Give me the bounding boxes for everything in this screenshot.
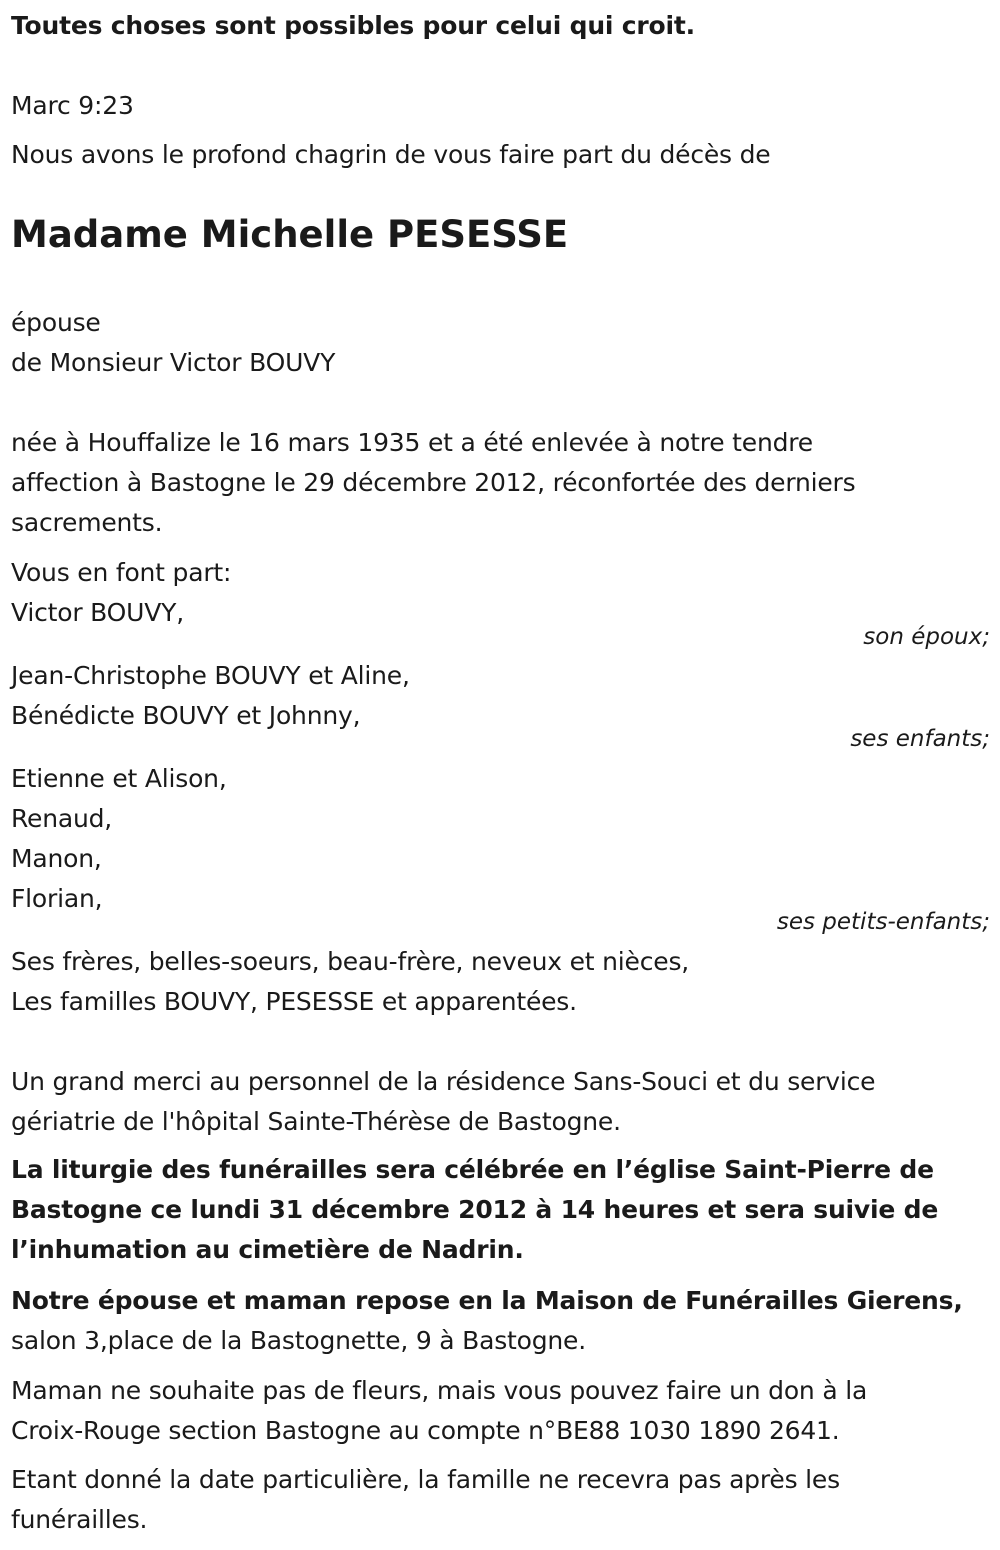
announcer-name: Florian, (11, 884, 103, 913)
closing-line-2: funérailles. (11, 1505, 148, 1534)
verse-reference: Marc 9:23 (11, 91, 134, 120)
announcer-name: Bénédicte BOUVY et Johnny, (11, 701, 361, 730)
birth-death-line-1: née à Houffalize le 16 mars 1935 et a été enlevée à notre tendre (11, 428, 813, 457)
intro-text: Nous avons le profond chagrin de vous faire part du décès de (11, 140, 771, 169)
resting-line-1: Notre épouse et maman repose en la Maison de Funérailles Gierens, (11, 1286, 963, 1315)
announcer-name: Etienne et Alison, (11, 764, 227, 793)
birth-death-line-2: affection à Bastogne le 29 décembre 2012, réconfortée des derniers (11, 468, 856, 497)
liturgy-line-1: La liturgie des funérailles sera célébrée en l’église Saint-Pierre de (11, 1155, 934, 1184)
liturgy-line-2: Bastogne ce lundi 31 décembre 2012 à 14 heures et sera suivie de (11, 1195, 939, 1224)
deceased-name: Madame Michelle PESESSE (11, 213, 569, 256)
other-announcers: Les familles BOUVY, PESESSE et apparentées. (11, 987, 577, 1016)
relation-label: son époux; (863, 624, 990, 650)
resting-line-2: salon 3,place de la Bastognette, 9 à Bastogne. (11, 1326, 586, 1355)
announcers-heading: Vous en font part: (11, 558, 232, 587)
announcer-name: Jean-Christophe BOUVY et Aline, (11, 661, 410, 690)
announcer-name: Manon, (11, 844, 102, 873)
other-announcers: Ses frères, belles-soeurs, beau-frère, neveux et nièces, (11, 947, 690, 976)
thanks-line-2: gériatrie de l'hôpital Sainte-Thérèse de Bastogne. (11, 1107, 621, 1136)
flowers-line-1: Maman ne souhaite pas de fleurs, mais vous pouvez faire un don à la (11, 1376, 868, 1405)
verse-quote: Toutes choses sont possibles pour celui qui croit. (11, 11, 695, 40)
birth-death-line-3: sacrements. (11, 508, 163, 537)
announcer-name: Victor BOUVY, (11, 598, 184, 627)
thanks-line-1: Un grand merci au personnel de la résidence Sans-Souci et du service (11, 1067, 876, 1096)
closing-line-1: Etant donné la date particulière, la famille ne recevra pas après les (11, 1465, 840, 1494)
spouse-name: de Monsieur Victor BOUVY (11, 348, 336, 377)
liturgy-line-3: l’inhumation au cimetière de Nadrin. (11, 1235, 524, 1264)
relation-label: ses petits-enfants; (776, 909, 990, 935)
relation-label: ses enfants; (850, 726, 990, 752)
flowers-line-2: Croix-Rouge section Bastogne au compte n°BE88 1030 1890 2641. (11, 1416, 840, 1445)
spouse-label: épouse (11, 308, 101, 337)
announcer-name: Renaud, (11, 804, 113, 833)
